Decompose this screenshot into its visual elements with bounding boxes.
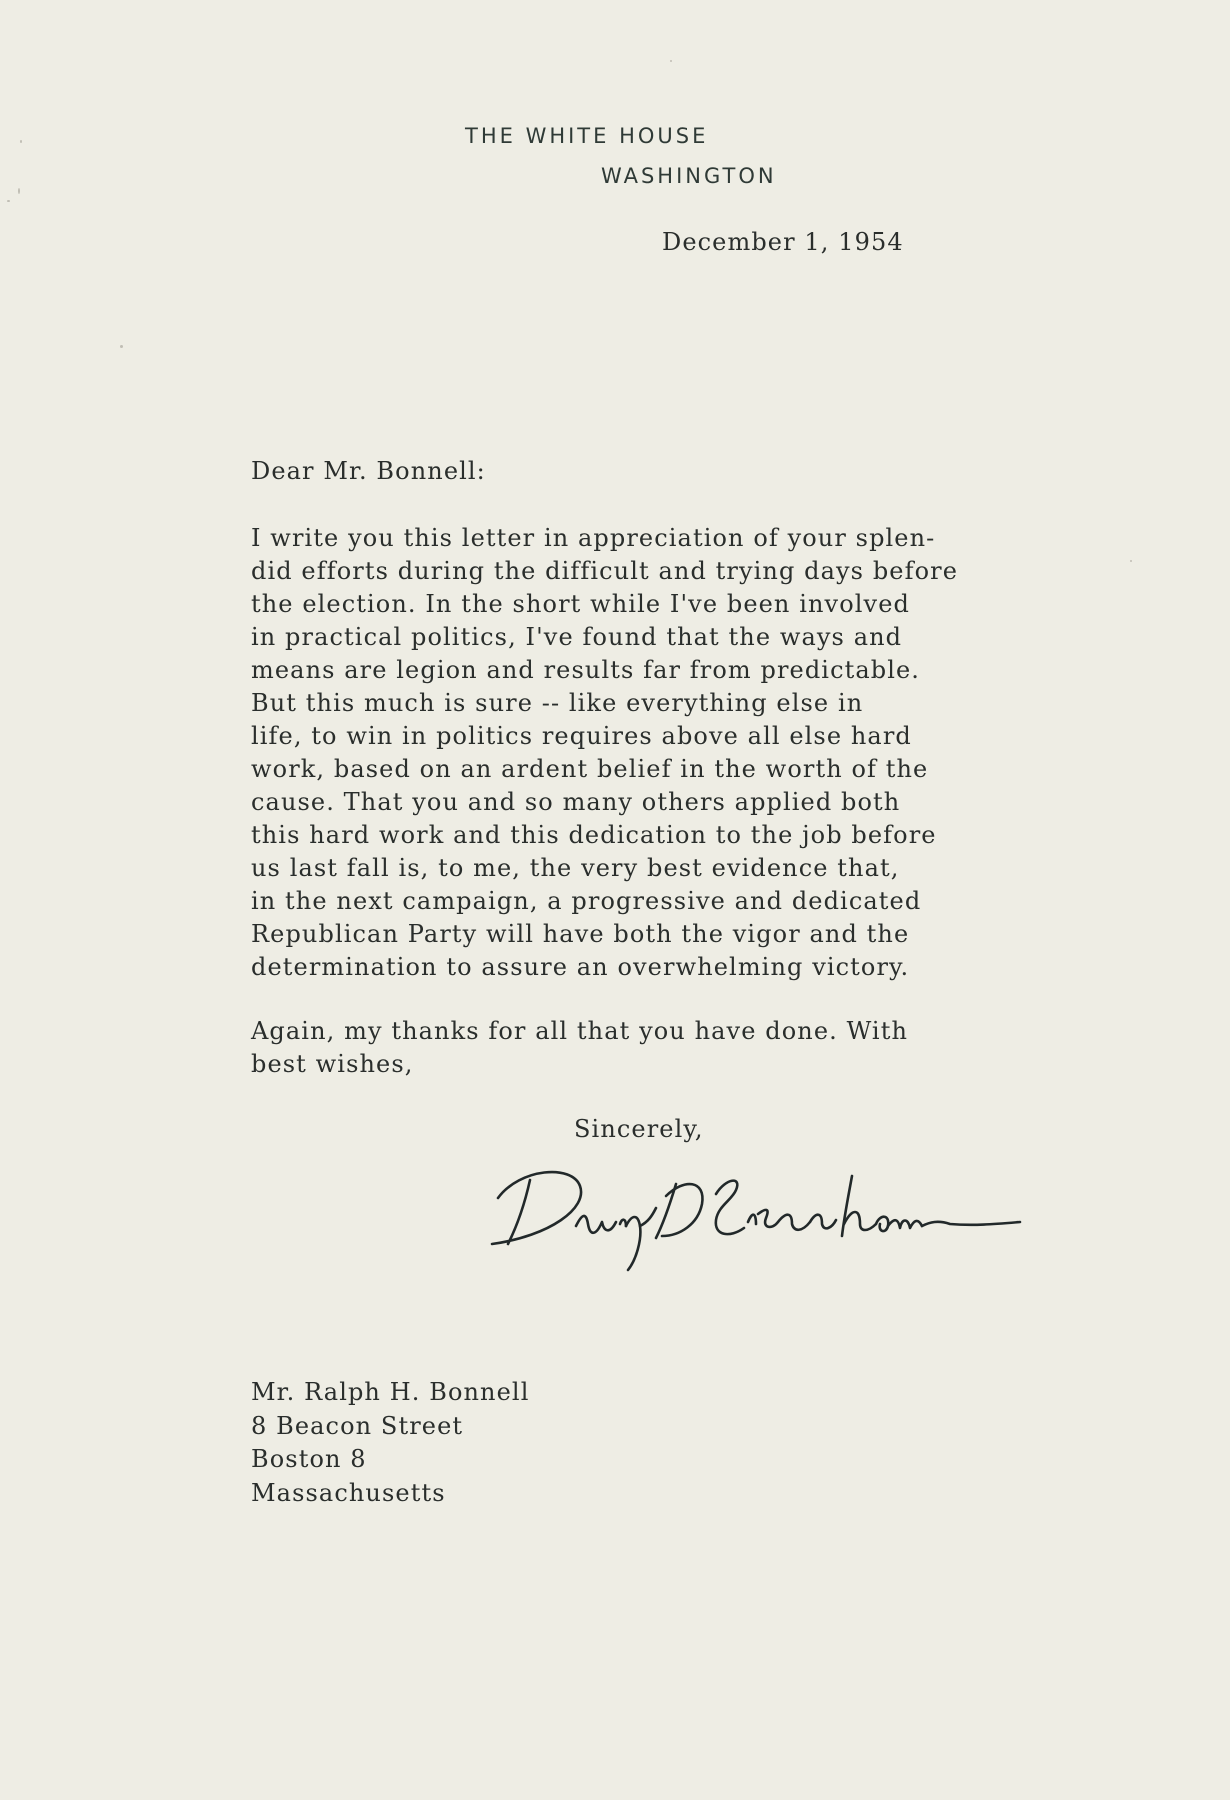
paper-speck [20,140,22,143]
body-line: the election. In the short while I've been involved [251,590,910,618]
body-line: us last fall is, to me, the very best evidence that, [251,854,900,882]
paper-speck [670,60,672,62]
letterhead-city: WASHINGTON [601,164,777,188]
recipient-address [251,1376,529,1510]
paper-speck [1130,560,1132,562]
body-line: But this much is sure -- like everything else in [251,689,864,717]
body-line: in practical politics, I've found that the ways and [251,623,903,651]
body-line: I write you this letter in appreciation of your splen- [251,524,936,552]
address-line: Massachusetts [251,1478,446,1507]
address-line: 8 Beacon Street [251,1411,464,1440]
body-line: this hard work and this dedication to the job before [251,821,937,849]
body-line: did efforts during the difficult and trying days before [251,557,958,585]
body-line: in the next campaign, a progressive and dedicated [251,887,922,915]
sign-off: Sincerely, [574,1115,704,1143]
letterhead-title: THE WHITE HOUSE [465,124,709,148]
handwritten-signature [480,1128,1090,1273]
closing-paragraph [251,1015,908,1081]
closing-line: best wishes, [251,1050,414,1078]
letter-date: December 1, 1954 [662,228,904,256]
paper-speck [120,345,123,348]
letter-body [251,522,958,984]
body-line: determination to assure an overwhelming victory. [251,953,910,981]
body-line: work, based on an ardent belief in the worth of the [251,755,929,783]
paper-speck [7,200,10,202]
body-line: means are legion and results far from predictable. [251,656,921,684]
body-line: life, to win in politics requires above all else hard [251,722,912,750]
address-line: Mr. Ralph H. Bonnell [251,1378,530,1406]
body-line: Republican Party will have both the vigor and the [251,920,910,948]
salutation: Dear Mr. Bonnell: [251,457,486,485]
closing-line: Again, my thanks for all that you have done. With [251,1017,909,1045]
address-line: Boston 8 [251,1445,367,1473]
body-line: cause. That you and so many others applied both [251,788,901,816]
paper-speck [18,188,20,194]
